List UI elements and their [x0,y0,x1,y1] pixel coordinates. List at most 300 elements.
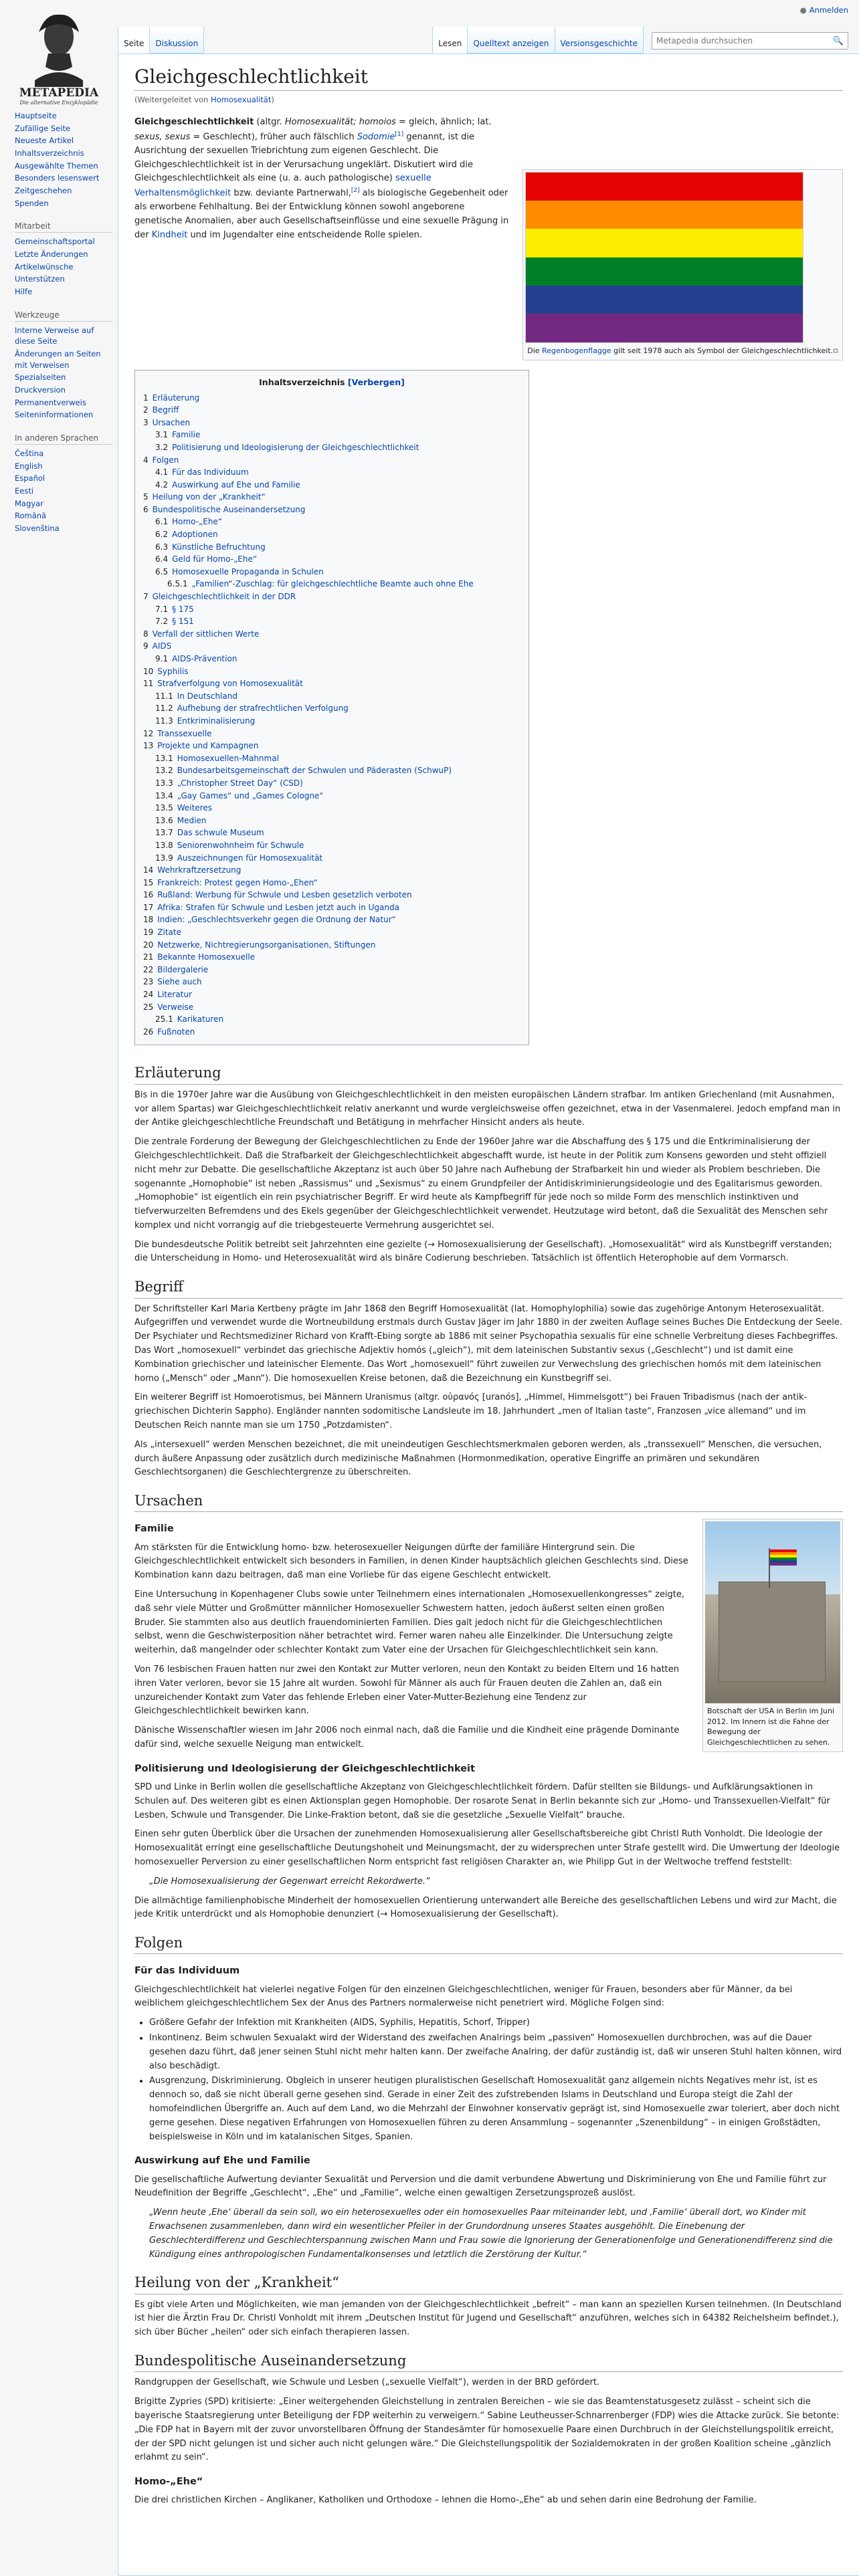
toc-item [143,417,520,454]
toc-number: 3 [143,417,149,427]
sidebar-mitarbeit-item [15,248,112,261]
toc-link[interactable] [143,890,412,899]
sidebar-mitarbeit-link[interactable]: Gemeinschaftsportal [15,237,95,247]
toc-text: Für das Individuum [172,467,249,477]
toc-number: 23 [143,977,154,987]
toc-item [143,877,520,889]
sidebar-werkzeuge-link[interactable]: Seiteninformationen [15,410,94,420]
toc-number: 13 [143,741,154,751]
toc-item [143,628,520,641]
toc-number: 12 [143,728,154,738]
toc-link[interactable] [155,778,303,788]
toc-text: Familie [172,430,201,440]
toc-text: Auszeichnungen für Homosexualität [177,853,323,863]
toc-text: Aufhebung der strafrechtlichen Verfolgung [177,704,349,714]
enlarge-icon[interactable]: ⧉ [833,346,838,355]
toc-number: 24 [143,990,154,1000]
toc-item [155,441,520,454]
toc-link[interactable] [143,667,188,676]
link-sexuelle-verhaltensmoeglichkeit[interactable]: sexuelle Verhaltensmöglichkeit [134,173,432,199]
toc-number: 13.4 [155,790,173,800]
toc-text: Entkriminalisierung [177,716,256,726]
sidebar-language-link[interactable]: Română [15,511,47,521]
toc-number: 8 [143,629,149,639]
toc-text: Indien: „Geschlechtsverkehr gegen die Ordnung der Natur“ [157,915,396,925]
toc-text: Karikaturen [177,1014,224,1025]
toc-number: 13.7 [155,828,173,838]
toc-link[interactable] [155,430,200,439]
toc-item [155,715,520,728]
toc-item [155,815,520,827]
paragraph: Dänische Wissenschaftler wiesen im Jahr 2006 noch einmal nach, daß die Familie und die Kindheit eine prägende Dominante dafür sind, welche sexuelle Neigung man entwickelt. [134,1725,680,1749]
sidebar-werkzeuge-link[interactable]: Spezialseiten [15,372,66,383]
toc-link[interactable] [143,1002,193,1012]
link-sodomie[interactable]: Sodomie [357,131,395,142]
sidebar-language-link[interactable]: Eesti [15,486,34,496]
paragraph: Einen sehr guten Überblick über die Ursachen der zunehmenden Homosexualisierung aller Gesellschaftsbereiche gibt Christl Ruth Vonholdt. Die Ideologie der Homosexualität erringt eine gesellschaftliche Deutungshoheit und Meinungsmacht, der zu widersprechen unter Strafe gestellt wird. Die Umwertung der Ideologie homosexueller Perversion zu einer gesellschaftlichen Norm entspricht fast religiösen Charakter an, wie Philipp Gut in der Weltwoche treffend feststellt: [134,1829,840,1867]
toc-item [143,951,520,964]
intro-t8: als biologische Gegebenheit oder als erworbene Fehlhaltung. Bei der Entwicklung können sowohl angeborene genetische Anomalien, aber auch Gesellschaftseinflüsse und eine sexuelle Prägung in der [134,188,509,240]
toc-text: Gleichgeschlechtlichkeit in der DDR [152,592,296,602]
toc-link[interactable] [143,679,303,688]
sidebar-werkzeuge-link[interactable]: Druckversion [15,385,66,395]
toc-item [155,603,520,616]
flag-stripe [526,201,803,229]
toc-number: 6.5.1 [167,579,188,589]
sidebar-main-link[interactable]: Neueste Artikel [15,136,74,146]
toc-number: 22 [143,964,154,974]
toc-link[interactable] [143,405,179,415]
toc-link[interactable] [155,716,255,726]
toc-text: Projekte und Kampagnen [157,741,259,751]
toc-link[interactable] [155,853,322,863]
toc-link[interactable] [155,766,452,775]
sidebar-main-item [15,185,112,197]
toc-link[interactable] [155,467,249,477]
toc-item [155,541,520,554]
toc-text: Politisierung und Ideologisierung der Gleichgeschlechtlichkeit [172,442,419,452]
user-icon: ● [799,5,807,15]
toc-item [143,677,520,727]
redirect-suffix: ) [271,95,274,105]
toc-item [143,454,520,492]
toc-item [155,702,520,715]
consequence-list [149,2016,843,2144]
toc-item [155,802,520,815]
toc-link[interactable] [143,965,208,974]
toc-number: 11.3 [155,716,173,726]
toc-text: § 175 [172,604,194,614]
toc-number: 11 [143,679,154,689]
toc-text: Fußnoten [157,1027,195,1037]
toc-link[interactable] [155,542,266,552]
toc-item [155,752,520,765]
paragraph: Bis in die 1970er Jahre war die Ausübung von Gleichgeschlechtlichkeit in den meisten europäischen Ländern strafbar. Im antiken Griechenland (mit Ausnahmen, vor allem Spartas) war Gleichgeschlechtlichkeit relativ anerkannt und wurde vergleichsweise offen gezeichnet, etwa in der Vasenmalerei. Jedoch empfand man in der Antike gleichgeschlechtliche Freundschaft und Betätigung in mehrfacher Hinsicht anders als heute. [134,1089,841,1128]
nav-werkzeuge-heading: Werkzeuge [15,310,112,322]
toc-link[interactable] [155,1014,223,1024]
quote: „Die Homosexualisierung der Gegenwart erreicht Rekordwerte.“ [149,1876,430,1887]
toc-link[interactable] [143,629,259,639]
sidebar-main-link[interactable]: Inhaltsverzeichnis [15,148,84,158]
tab-discussion[interactable]: Diskussion [150,27,204,53]
intro-t9: und im Jugendalter eine entscheidende Rolle spielen. [187,229,423,240]
toc-item [143,728,520,740]
toc-link[interactable] [155,816,206,825]
toc-link[interactable] [155,704,349,713]
toc-number: 10 [143,666,154,676]
toc-number: 13.8 [155,840,173,850]
footnote-ref[interactable]: [2] [351,187,360,195]
flag-caption [525,343,840,358]
toc-number: 13.6 [155,815,173,825]
personal-tools [800,5,848,15]
embassy-photo[interactable] [705,1521,840,1703]
toc-text: Adoptionen [172,530,218,540]
toc-text: Verweise [157,1002,194,1012]
toc-link[interactable] [143,1027,195,1037]
embassy-caption-text: Botschaft der USA in Berlin im Juni 2012. Im Innern ist die Fahne der Bewegung der Gleichgeschlechtlichen zu sehen. [707,1707,835,1747]
table-of-contents [134,370,529,1045]
toc-link[interactable] [167,579,474,588]
sidebar-mitarbeit-item [15,261,112,274]
toc-link[interactable] [143,903,399,912]
flag-stripe [526,173,803,201]
toc-number: 21 [143,952,154,962]
toc-link[interactable] [143,928,181,937]
toc-item [155,516,520,528]
section-heading: Heilung von der „Krankheit“ [134,2274,843,2294]
toc-link[interactable] [155,691,237,701]
sidebar-werkzeuge-item [15,409,112,421]
toc-number: 11.2 [155,704,173,714]
toc-number: 25 [143,1002,154,1012]
toc-text: Bundesarbeitsgemeinschaft der Schwulen und Päderasten (SchwuP) [177,766,452,776]
sidebar-werkzeuge-item [15,324,112,348]
toc-number: 5 [143,492,149,502]
toc-item [143,901,520,914]
toc-text: Transsexuelle [157,728,212,738]
list-item: • Inkontinenz. Beim schwulen Sexualakt wird der Widerstand des zweifachen Analrings beim „passiven“ Homosexuellen durchbrochen, was auf die Dauer gesehen dazu führt, daß jener seinen Stuhl nicht mehr halten kann. Der zweifache Analring, der dafür zuständig ist, daß wir unseren Stuhl halten können, wird also beschädigt. [149,2032,843,2073]
toc-item [143,392,520,405]
toc-text: „Gay Games“ und „Games Cologne“ [177,790,324,800]
paragraph: Die allmächtige familienphobische Minderheit der homosexuellen Orientierung unterwandert alle Bereiche des gesellschaftlichen Lebens und wird zur Macht, die jede Kritik unterdrückt und als Homophobie denunziert (→ Homosexualisierung der Gesellschaft). [134,1895,837,1920]
toc-item [143,926,520,939]
nav-werkzeuge [15,298,112,421]
search-icon[interactable]: 🔍 [832,35,844,46]
toc-link[interactable] [155,617,194,626]
nav-main [15,107,112,209]
content [118,53,859,2576]
intro-term: Gleichgeschlechtlichkeit [134,116,254,127]
sidebar-main-item [15,134,112,147]
embassy-thumb [702,1519,843,1752]
redirect-notice [134,94,843,106]
toc-link[interactable] [155,791,324,800]
paragraph: Es gibt viele Arten und Möglichkeiten, wie man jemanden von der Gleichgeschlechtlichkeit „befreit“ – man kann an speziellen Kursen teilnehmen. (In Deutschland ist hier die Ärztin Frau Dr. Christl Vonholdt mit ihrem „Deutschen Institut für Jugend und Gesellschaft“ anzuführen, welches sich in 64382 Reichelsheim befindet.), sich über Bücher „heilen“ oder sich einfach therapieren lassen. [134,2299,842,2338]
toc-number: 19 [143,928,154,938]
toc-text: Verfall der sittlichen Werte [152,629,260,639]
toc-item [155,566,520,591]
sidebar-mitarbeit-item [15,286,112,298]
toc-item [143,404,520,417]
toc-toggle[interactable]: [Verbergen] [347,377,405,388]
toc-number: 16 [143,890,154,900]
paragraph: Ein weiterer Begriff ist Homoerotismus, bei Männern Uranismus (altgr. οὐρανός [uranós], „Himmel, Himmelsgott“) bei Frauen Tribadismus (nach der antik-griechischen Dichterin Sappho). Engländer nannten sodomitische Landsleute im 18. Jahrhundert „men of Italian taste“, Franzosen „vice allemand“ und im Deutschen Reich nannte man sie um 1750 „Potzdamisten“. [134,1392,807,1430]
toc-link[interactable] [155,828,264,837]
toc-item [155,466,520,479]
toc-link[interactable] [143,455,179,465]
toc-link[interactable] [155,517,222,526]
toc-number: 6.2 [155,530,169,540]
toc-item [155,528,520,541]
toc-link[interactable] [143,977,202,986]
login-link[interactable]: Anmelden [809,5,848,15]
flag-caption-a: Die [527,346,543,355]
toc-item [143,889,520,901]
paragraph: Randgruppen der Gesellschaft, wie Schwule und Lesben („sexuelle Vielfalt“), werden in der BRD gefördert. [134,2377,600,2388]
toc-text: Weiteres [177,803,212,813]
toc-link[interactable] [143,592,296,601]
embassy-building [719,1582,826,1682]
toc-text: Auswirkung auf Ehe und Familie [172,479,300,490]
intro-t2: Homosexualität; homoios [284,116,396,127]
toc-text: Wehrkraftzersetzung [157,865,242,875]
sidebar-mitarbeit-link[interactable]: Letzte Änderungen [15,249,88,259]
toc-item [155,615,520,628]
flag-caption-link[interactable]: Regenbogenflagge [542,346,611,355]
page-tabs [118,27,204,53]
toc-link[interactable] [143,878,318,887]
page-title: Gleichgeschlechtlichkeit [134,65,843,91]
search-input[interactable] [652,32,848,49]
sidebar-mitarbeit-item [15,235,112,248]
toc-number: 4.2 [155,479,169,490]
toc-link[interactable] [155,480,300,490]
sidebar-main-item [15,122,112,135]
sidebar-werkzeuge-link[interactable]: Permanentverweis [15,397,86,407]
toc-text: Seniorenwohnheim für Schwule [177,840,304,850]
tab-read[interactable]: Lesen [432,27,468,53]
toc-link[interactable] [143,492,266,502]
link-kindheit[interactable]: Kindheit [151,229,188,240]
sidebar-mitarbeit-link[interactable]: Hilfe [15,287,33,297]
toc-number: 1 [143,393,149,403]
sidebar-language-item [15,472,112,485]
sidebar-language-link[interactable]: Čeština [15,449,44,459]
sidebar-language-item [15,460,112,473]
toc-link[interactable] [155,841,304,850]
toc-text: Afrika: Strafen für Schwule und Lesben jetzt auch in Uganda [157,902,399,912]
paragraph: Von 76 lesbischen Frauen hatten nur zwei den Kontakt zur Mutter verloren, neun den Kontakt zu beiden Eltern und 16 hatten ihren Vater verloren, bevor sie 15 Jahre alt wurden. Sowohl für Männer als auch für Frauen deuten die Zahlen an, daß ein unzureichender Kontakt zum Vater das fehlende Erleben einer Vater-Mutter-Beziehung eine Tendenz zur Gleichgeschlechtlichkeit bewirken kann. [134,1665,679,1717]
toc-number: 14 [143,865,154,875]
toc-number: 7.2 [155,617,169,627]
tab-article[interactable]: Seite [118,27,150,53]
sidebar-main-link[interactable]: Besonders lesenswert [15,173,100,183]
toc-link[interactable] [143,940,375,950]
toc-heading [143,376,520,389]
sidebar-language-item [15,510,112,522]
toc-text: Künstliche Befruchtung [172,542,266,552]
sidebar-mitarbeit-link[interactable]: Unterstützen [15,274,65,284]
flag-stripe [526,229,803,257]
sidebar-mitarbeit-link[interactable]: Artikelwünsche [15,261,74,272]
sidebar-main-item [15,147,112,160]
toc-number: 4.1 [155,467,169,477]
toc-text: Literatur [157,990,192,1000]
site-logo[interactable] [5,0,112,107]
toc-text: Homosexuelle Propaganda in Schulen [172,566,324,576]
sidebar-language-link[interactable]: Magyar [15,498,43,508]
sidebar-werkzeuge-link[interactable]: Interne Verweise auf diese Seite [15,325,94,346]
section-heading: Ursachen [134,1492,843,1512]
toc-text: AIDS [152,641,172,651]
toc-link[interactable] [155,530,218,539]
toc-item [155,653,520,665]
toc-number: 25.1 [155,1014,173,1025]
toc-text: „Familien“-Zuschlag: für gleichgeschlechtliche Beamte auch ohne Ehe [191,579,474,589]
toc-item [143,864,520,877]
toc-link[interactable] [155,605,194,614]
view-tabs [432,27,848,53]
toc-number: 9.1 [155,654,169,664]
toc-link[interactable] [155,754,279,763]
toc-number: 7 [143,592,149,602]
toc-number: 18 [143,915,154,925]
toc-number: 3.2 [155,442,169,452]
toc-link[interactable] [143,741,258,750]
small-rainbow-flag [770,1549,797,1566]
toc-item [143,976,520,988]
subsection-heading: Familie [134,1523,174,1535]
toc-item [155,839,520,852]
toc-link[interactable] [155,554,257,564]
toc-text: Homo-„Ehe“ [172,517,223,527]
toc-item [143,504,520,591]
nav-mitarbeit-heading: Mitarbeit [15,221,112,233]
toc-link[interactable] [143,505,305,514]
intro-t6: genannt, ist die Ausrichtung der sexuellen Triebrichtung zum eigenen Geschlecht. Die Gleichgeschlechtlichkeit ist in der Verursachung ungeklärt. Diskutiert wird die Gleichgeschlechtlichkeit als eine (u. a. auch pathologische) [134,131,475,184]
toc-text: Heilung von der „Krankheit“ [152,492,266,502]
toc-text: Homosexuellen-Mahnmal [177,753,279,763]
toc-text: Netzwerke, Nichtregierungsorganisationen, Stiftungen [157,940,376,950]
toc-item [155,690,520,703]
toc-link[interactable] [155,803,212,813]
sidebar-main-link[interactable]: Hauptseite [15,111,57,120]
toc-link[interactable] [143,641,171,651]
sidebar-main-item [15,197,112,210]
tab-history[interactable]: Versionsgeschichte [555,27,644,53]
sidebar-werkzeuge-link[interactable]: Änderungen an Seiten mit Verweisen [15,349,101,370]
toc-item [155,790,520,802]
toc-number: 6.4 [155,554,169,564]
toc-item [143,914,520,926]
redirect-link[interactable]: Homosexualität [210,95,272,105]
toc-link[interactable] [143,865,241,875]
sidebar-main-link[interactable]: Zeitgeschehen [15,186,72,196]
sidebar-main-link[interactable]: Spenden [15,198,49,208]
toc-text: Folgen [152,455,179,465]
sidebar-language-link[interactable]: Español [15,473,45,484]
toc-link[interactable] [155,443,419,452]
rainbow-flag-image[interactable] [525,172,803,343]
toc-text: Bildergalerie [157,964,209,974]
toc-text: Siehe auch [157,977,202,987]
toc-item [155,827,520,839]
toc-item [155,777,520,790]
toc-link[interactable] [155,654,237,663]
toc-item [155,1013,520,1026]
sidebar-language-item [15,498,112,510]
paragraph: Die zentrale Forderung der Bewegung der Gleichgeschlechtlichen zu Ende der 1960er Jahre war die Abschaffung des § 175 und die Entkriminalisierung der Gleichgeschlechtlichkeit. Daß die Strafbarkeit der Gleichgeschlechtlichkeit abgeschafft wurde, ist heute in der Politik zum Konsens geworden und steht offiziell nicht mehr zur Debatte. Die gesellschaftliche Akzeptanz ist auch über 50 Jahre nach Aufhebung der Strafbarkeit hin und wieder als Problem beschrieben. Die sogenannte „Homophobie“ ist neben „Rassismus“ und „Sexismus“ zu einem Grundpfeiler der Antidiskriminierungsideologie und des Egalitarismus geworden. „Homophobie“ ist eigentlich ein rein psychiatrischer Begriff. Er wird heute als Kampfbegriff für jede noch so milde Form des menschlich instinktiven und tiefverwurzelten Befremdens und des Ekels gegenüber der Gleichgeschlechtlichkeit verwendet. Heutzutage wird betont, daß die Sexualität des Menschen sehr komplex und nicht vorrangig auf die triebgesteuerte Vermehrung ausgerichtet sei. [134,1137,828,1230]
toc-text: Das schwule Museum [177,828,264,838]
sidebar-main-link[interactable]: Zufällige Seite [15,123,71,133]
toc-link[interactable] [143,915,396,924]
toc-text: Bundespolitische Auseinandersetzung [152,504,306,514]
flag-stripe [526,314,803,342]
section-heading: Folgen [134,1934,843,1954]
paragraph: Die drei christlichen Kirchen – Anglikaner, Katholiken und Orthodoxe – lehnen die Homo-„Ehe“ ab und sehen darin eine Bedrohung der Familie. [134,2495,757,2506]
footnote-ref[interactable]: [1] [395,130,404,138]
toc-link[interactable] [143,729,212,738]
toc-text: Begriff [152,405,179,415]
toc-link[interactable] [143,952,255,962]
toc-number: 15 [143,877,154,887]
toc-link[interactable] [155,567,324,576]
sidebar-werkzeuge-item [15,384,112,397]
section-heading: Begriff [134,1278,843,1298]
toc-item [167,578,520,591]
subsection-heading: Für das Individuum [134,1965,240,1977]
toc-text: Ursachen [152,417,191,427]
toc-number: 6.1 [155,517,169,527]
toc-item [155,553,520,566]
sidebar-language-item [15,522,112,535]
toc-link[interactable] [143,393,199,403]
toc-text: Frankreich: Protest gegen Homo-„Ehen“ [157,877,318,887]
toc-text: Zitate [157,928,181,938]
toc-text: In Deutschland [177,691,237,701]
toc-item [155,479,520,492]
paragraph: Am stärksten für die Entwicklung homo- bzw. heterosexueller Neigungen dürfte der familiäre Hintergrund sein. Die Gleichgeschlechtlichkeit entwickelt sich besonders in Familien, in denen Kinder hauptsächlich gleichen Geschlechts sind. Diese Kombination kann dazu beitragen, daß man eine Vorliebe für das eigene Geschlecht entwickelt. [134,1542,688,1581]
sidebar-language-link[interactable]: Slovenština [15,524,60,534]
toc-number: 6 [143,504,149,514]
toc-text: § 151 [172,617,194,627]
toc-text: Geld für Homo-„Ehe“ [172,554,258,564]
toc-number: 20 [143,940,154,950]
toc-item [143,591,520,628]
sidebar [0,0,118,535]
paragraph: Die bundesdeutsche Politik betreibt seit Jahrzehnten eine gezielte (→ Homosexualisierung der Gesellschaft). „Homosexualität“ wird als Kunstbegriff verstanden; die Unterscheidung in Homo- und Heterosexualität wird als binäre Codierung beschrieben. Tatsächlich ist öffentlich Heterophobie auf dem Vormarsch. [134,1239,832,1264]
sidebar-main-link[interactable]: Ausgewählte Themen [15,160,98,171]
toc-text: Bekannte Homosexuelle [157,952,256,962]
toc-number: 26 [143,1027,154,1037]
toc-title: Inhaltsverzeichnis [259,377,345,388]
sidebar-language-item [15,485,112,498]
toc-link[interactable] [143,418,190,427]
paragraph: SPD und Linke in Berlin wollen die gesellschaftliche Akzeptanz von Gleichgeschlechtlichkeit fördern. Dafür stellten sie Bildungs- und Aufklärungsaktionen in Schulen auf. Des weiteren gibt es einen Aktionsplan gegen Homophobie. Der rosarote Senat in Berlin bekannte sich zur „Homo- und Transsexuellen-Vielfalt“ für Lesben, Schwule und Transgender. Die Linke-Fraktion betont, daß sie die gesetzliche „Sexuelle Vielfalt“ brauche. [134,1782,830,1820]
redirect-prefix: (Weitergeleitet von [134,95,211,105]
section-heading: Erläuterung [134,1064,843,1084]
paragraph: Eine Untersuchung in Kopenhagener Clubs sowie unter Teilnehmern eines internationalen „Homosexuellenkongresses“ zeigte, daß sehr viele Mütter und Großmütter männlicher Homosexueller Schwestern hatten, jedoch äußerst selten einen großen Bruder. Sie stammten also aus deutlich frauendominierten Familien. Dies galt jedoch nicht für die Gleichgeschlechtlichen selbst, wenn die Geschwisterposition näher betrachtet wird. Ferner waren naheu alle Einzelkinder. Die Untersuchung zeigte weiterhin, daß mangelnder oder schlechter Kontakt zum Vater eine der Ursachen für Gleichgeschlechtlichkeit sein kann. [134,1590,685,1656]
sidebar-language-link[interactable]: English [15,461,43,471]
sidebar-language-item [15,447,112,460]
tab-view-source[interactable]: Quelltext anzeigen [468,27,555,53]
paragraph: Die gesellschaftliche Aufwertung devianter Sexualität und Perversion und die damit verbundene Abwertung und Diskriminierung von Ehe und Familie führt zur Neudefinition der Begriffe „Geschlecht“, „Ehe“ und „Familie“, welche einen gewaltigen Zersetzungsprozeß auslöst. [134,2174,827,2199]
logo-bust-icon [5,0,112,107]
toc-link[interactable] [143,990,192,999]
logo-name: METAPEDIA [19,86,99,100]
toc-number: 13.2 [155,766,173,776]
